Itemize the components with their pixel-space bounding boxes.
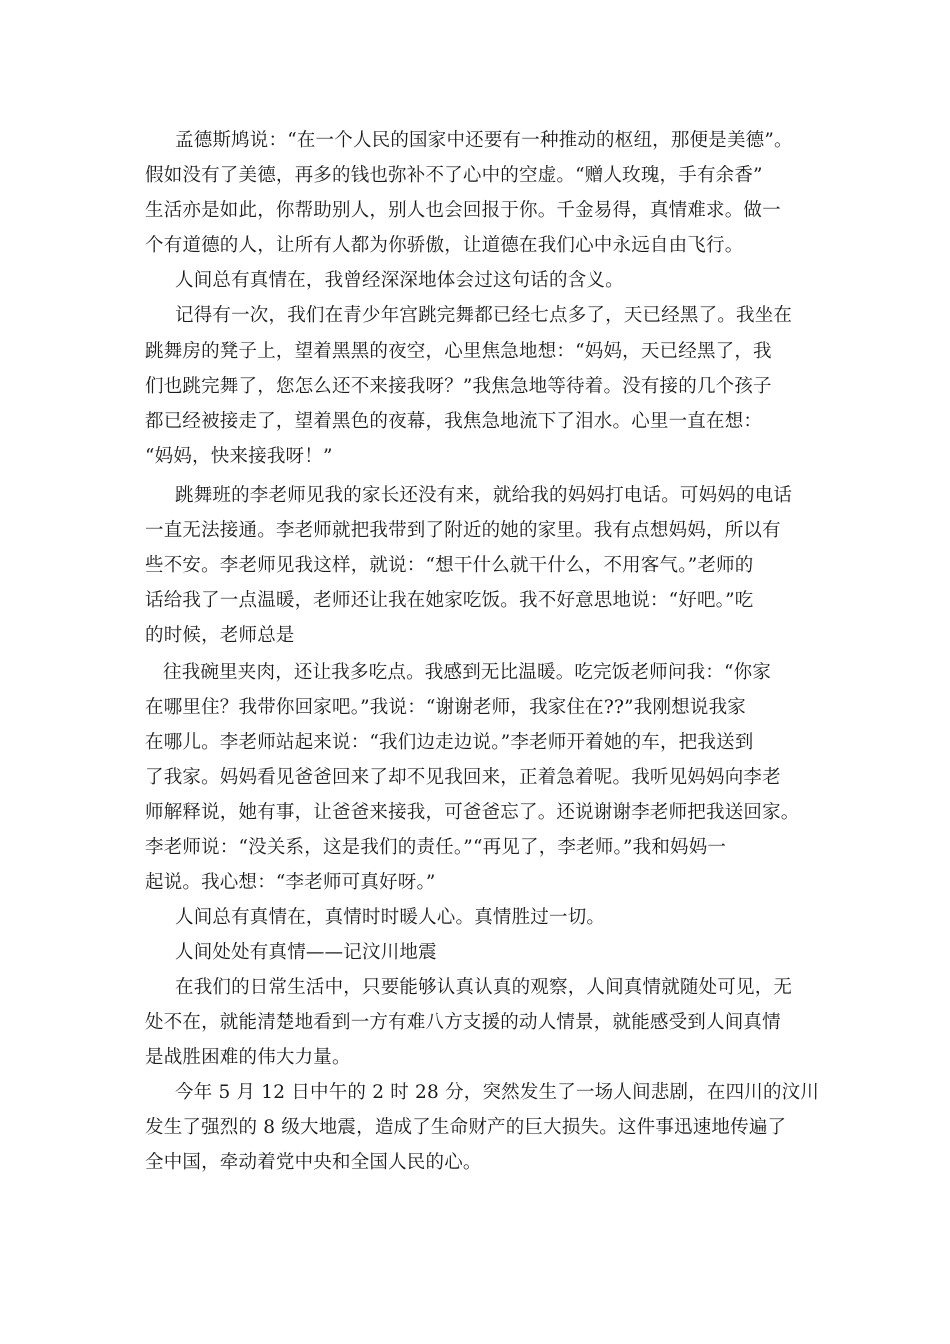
text-line: 些不安。李老师见我这样，就说：“想干什么就干什么，不用客气。”老师的 (145, 555, 754, 576)
text-line: 假如没有了美德，再多的钱也弥补不了心中的空虚。“赠人玫瑰，手有余香” (145, 165, 763, 186)
text-line: 个有道德的人，让所有人都为你骄傲，让道德在我们心中永远自由飞行。 (145, 235, 744, 256)
text-line: 记得有一次，我们在青少年宫跳完舞都已经七点多了，天已经黑了。我坐在 (175, 305, 793, 326)
text-line: 一直无法接通。李老师就把我带到了附近的她的家里。我有点想妈妈，所以有 (145, 520, 781, 541)
text-line: 处不在，就能清楚地看到一方有难八方支援的动人情景，就能感受到人间真情 (145, 1012, 781, 1033)
text-line: 们也跳完舞了，您怎么还不来接我呀？”我焦急地等待着。没有接的几个孩子 (145, 376, 772, 397)
text-line: 都已经被接走了，望着黑色的夜幕，我焦急地流下了泪水。心里一直在想： (145, 411, 763, 432)
text-line: 李老师说：“没关系，这是我们的责任。”“再见了，李老师。”我和妈妈一 (145, 837, 727, 858)
text-line: 人间处处有真情——记汶川地震 (175, 942, 437, 963)
text-line: 人间总有真情在，真情时时暖人心。真情胜过一切。 (175, 907, 606, 928)
text-line: 起说。我心想：“李老师可真好呀。” (145, 872, 436, 893)
text-line: “妈妈，快来接我呀！” (145, 446, 333, 467)
text-line: 往我碗里夹肉，还让我多吃点。我感到无比温暖。吃完饭老师问我：“你家 (163, 662, 772, 683)
text-line: 发生了强烈的 8 级大地震，造成了生命财产的巨大损失。这件事迅速地传遍了 (145, 1117, 787, 1138)
text-line: 在哪儿。李老师站起来说：“我们边走边说。”李老师开着她的车，把我送到 (145, 732, 754, 753)
text-line: 今年 5 月 12 日中午的 2 时 28 分，突然发生了一场人间悲剧，在四川的汶川 (175, 1082, 820, 1103)
text-line: 是战胜困难的伟大力量。 (145, 1047, 351, 1068)
text-line: 师解释说，她有事，让爸爸来接我，可爸爸忘了。还说谢谢李老师把我送回家。 (145, 802, 800, 823)
text-line: 人间总有真情在，我曾经深深地体会过这句话的含义。 (175, 270, 624, 291)
text-line: 话给我了一点温暖，老师还让我在她家吃饭。我不好意思地说：“好吧。”吃 (145, 590, 754, 611)
text-line: 跳舞班的李老师见我的家长还没有来，就给我的妈妈打电话。可妈妈的电话 (175, 485, 793, 506)
text-line: 在我们的日常生活中，只要能够认真认真的观察，人间真情就随处可见，无 (175, 977, 793, 998)
text-line: 了我家。妈妈看见爸爸回来了却不见我回来，正着急着呢。我听见妈妈向李老 (145, 767, 781, 788)
text-line: 跳舞房的凳子上，望着黑黑的夜空，心里焦急地想：“妈妈，天已经黑了，我 (145, 341, 772, 362)
text-line: 孟德斯鸠说：“在一个人民的国家中还要有一种推动的枢纽，那便是美德”。 (175, 130, 793, 151)
text-line: 在哪里住？我带你回家吧。”我说：“谢谢老师，我家住在??”我刚想说我家 (145, 697, 746, 718)
text-line: 的时候，老师总是 (145, 625, 295, 646)
text-line: 全中国，牵动着党中央和全国人民的心。 (145, 1152, 482, 1173)
text-line: 生活亦是如此，你帮助别人，别人也会回报于你。千金易得，真情难求。做一 (145, 200, 781, 221)
